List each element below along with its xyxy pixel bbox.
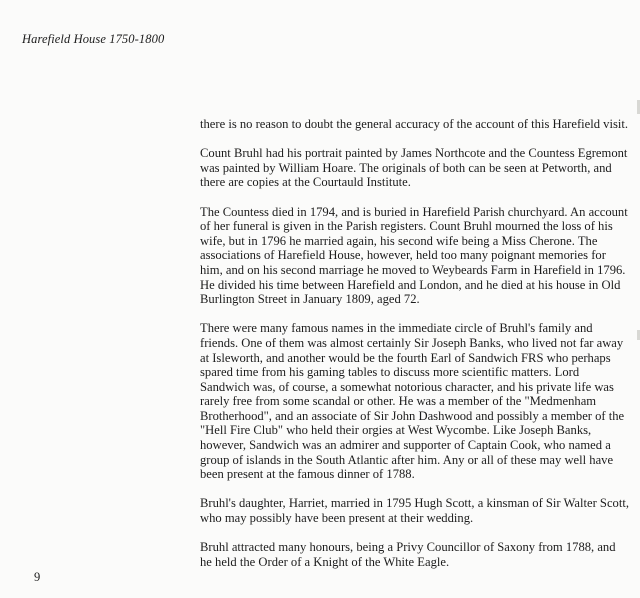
- paragraph-1: there is no reason to doubt the general accuracy of the account of this Harefield visit.: [200, 117, 629, 131]
- paragraph-2: Count Bruhl had his portrait painted by James Northcote and the Countess Egremont was painted by William Hoare. The originals of both can be seen at Petworth, and there are copies at the Courtauld Institute.: [200, 146, 628, 190]
- paragraph-5: Bruhl's daughter, Harriet, married in 1795 Hugh Scott, a kinsman of Sir Walter Scott, who may possibly have been present at their wedding.: [200, 496, 629, 526]
- paragraph-3: The Countess died in 1794, and is buried in Harefield Parish churchyard. An account of her funeral is given in the Parish registers. Count Bruhl mourned the loss of his wife, but in 1796 he married again, his second wife being a Miss Cherone. The associations of Harefield House, however, held too many poignant memories for him, and on his second marriage he moved to Weybeards Farm in Harefield in 1796. He divided his time between Harefield and London, and he died at his house in Old Burlington Street in January 1809, aged 72.: [200, 204, 628, 307]
- body-text: [200, 117, 630, 584]
- paragraph-4: There were many famous names in the immediate circle of Bruhl's family and friends. One of them was almost certainly Sir Joseph Banks, who lived not far away at Isleworth, and another would be the fourth Earl of Sandwich FRS who perhaps spared time from his gaming tables to discuss more scientific matters. Lord Sandwich was, of course, a somewhat notorious character, and his private life was rarely free from some scandal or other. He was a member of the "Medmenham Brotherhood", and an associate of Sir John Dashwood and possibly a member of the "Hell Fire Club" who held their orgies at West Wycombe. Like Joseph Banks, however, Sandwich was an admirer and supporter of Captain Cook, who named a group of islands in the South Atlantic after him. Any or all of these may well have been present at the famous dinner of 1788.: [200, 321, 625, 482]
- page-number: 9: [34, 570, 41, 584]
- paragraph-6: Bruhl attracted many honours, being a Privy Councillor of Saxony from 1788, and he held the Order of a Knight of the White Eagle.: [200, 540, 616, 569]
- running-header: Harefield House 1750-1800: [22, 32, 165, 46]
